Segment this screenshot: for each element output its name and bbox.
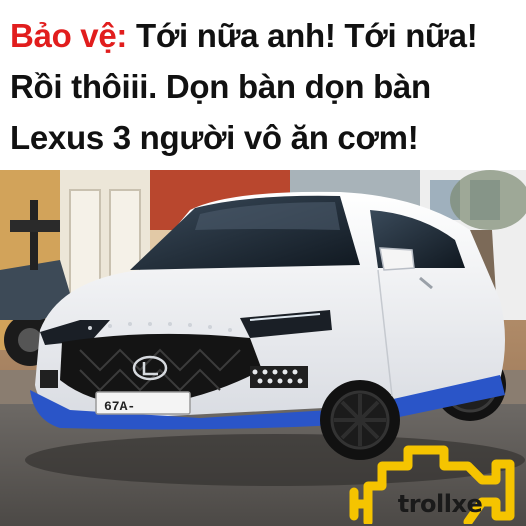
trollxe-watermark (348, 436, 518, 524)
meme-caption (0, 0, 526, 170)
caption-line-3: Lexus 3 người vô ăn cơm! (10, 119, 419, 156)
caption-line-2: Rồi thôiii. Dọn bàn dọn bàn (10, 68, 431, 105)
watermark-text: trollxe (397, 490, 483, 518)
caption-speaker: Bảo vệ: (10, 17, 128, 54)
caption-line-1 (10, 10, 518, 61)
caption-line-1-text: Tới nữa anh! Tới nữa! (127, 17, 478, 54)
license-plate: 67A- (104, 399, 136, 414)
